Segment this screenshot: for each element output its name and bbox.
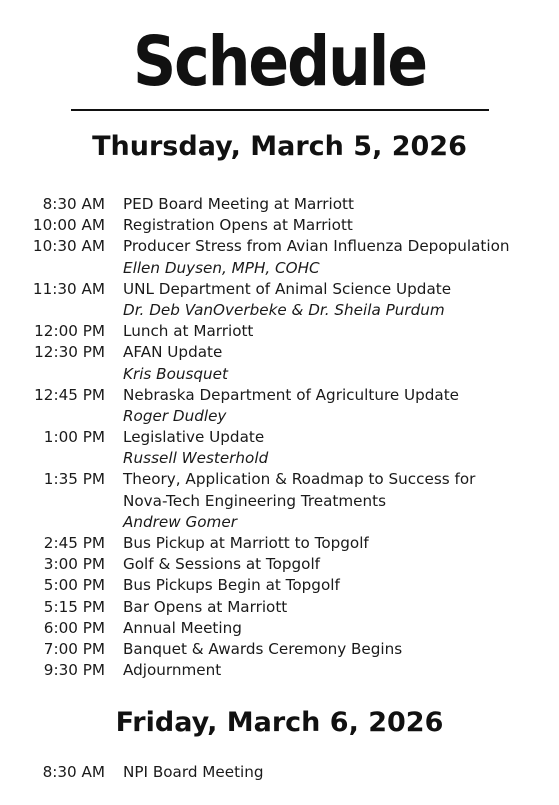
title-divider: [71, 109, 489, 111]
schedule-event: Legislative Update: [123, 428, 265, 447]
schedule-speaker: Ellen Duysen, MPH, COHC: [123, 258, 320, 277]
schedule-event: Bar Opens at Marriott: [123, 597, 288, 616]
schedule-time: 10:30 AM: [32, 237, 105, 256]
schedule-row: [0, 300, 559, 321]
schedule-event: Nebraska Department of Agriculture Update: [123, 385, 460, 404]
schedule-speaker: Russell Westerhold: [123, 449, 269, 468]
schedule-event: Adjournment: [123, 661, 222, 680]
schedule-row: [0, 554, 559, 575]
schedule-row: [0, 194, 559, 215]
schedule-event: PED Board Meeting at Marriott: [123, 195, 354, 213]
schedule-row: [0, 618, 559, 639]
schedule-row: [0, 342, 559, 363]
schedule-time: 7:00 PM: [43, 639, 105, 658]
schedule-time: 12:00 PM: [34, 322, 105, 341]
day-heading-thursday: Thursday, March 5, 2026: [92, 131, 467, 162]
schedule-time: 2:45 PM: [43, 534, 105, 552]
schedule-event: Producer Stress from Avian Influenza Depopulation: [123, 237, 510, 256]
schedule-time: [0, 406, 105, 427]
schedule-row: [0, 469, 559, 490]
schedule-time: [0, 512, 105, 533]
schedule-time: 5:00 PM: [43, 576, 105, 595]
schedule-time: 12:45 PM: [34, 385, 105, 404]
schedule-row: [0, 491, 559, 512]
schedule-row: [0, 533, 559, 554]
schedule-row: [0, 215, 559, 236]
schedule-time: 1:00 PM: [43, 428, 105, 447]
schedule-list-thursday: [0, 194, 559, 681]
schedule-time: 9:30 PM: [43, 661, 105, 680]
schedule-time: 3:00 PM: [43, 555, 105, 574]
schedule-event: Lunch at Marriott: [123, 322, 254, 341]
schedule-time: 8:30 AM: [42, 763, 105, 781]
schedule-event: AFAN Update: [123, 343, 223, 362]
schedule-time: 11:30 AM: [32, 279, 105, 298]
schedule-row: [0, 448, 559, 469]
schedule-row: [0, 427, 559, 448]
schedule-time: [0, 448, 105, 469]
schedule-row: [0, 321, 559, 342]
schedule-row: [0, 258, 559, 279]
schedule-row: [0, 279, 559, 300]
schedule-speaker: Kris Bousquet: [123, 364, 228, 383]
schedule-time: 12:30 PM: [34, 343, 105, 362]
schedule-event: Golf & Sessions at Topgolf: [123, 555, 321, 574]
schedule-time: 1:35 PM: [43, 470, 105, 489]
schedule-row: [0, 385, 559, 406]
schedule-time: 5:15 PM: [43, 597, 105, 616]
schedule-row: [0, 575, 559, 596]
schedule-row: [0, 639, 559, 660]
schedule-speaker: Andrew Gomer: [123, 512, 237, 531]
schedule-row: [0, 762, 559, 783]
schedule-list-friday: [0, 762, 559, 783]
schedule-event: Annual Meeting: [123, 618, 242, 637]
day-heading-friday: Friday, March 6, 2026: [115, 707, 444, 738]
schedule-time: [0, 258, 105, 279]
schedule-event: Theory, Application & Roadmap to Success for: [123, 470, 476, 489]
schedule-event: UNL Department of Animal Science Update: [123, 279, 452, 298]
schedule-event: NPI Board Meeting: [123, 763, 264, 781]
schedule-time: 8:30 AM: [42, 195, 105, 213]
schedule-time: [0, 300, 105, 321]
schedule-time: [0, 491, 105, 512]
schedule-row: [0, 406, 559, 427]
schedule-speaker: Roger Dudley: [123, 406, 227, 425]
schedule-event: Bus Pickups Begin at Topgolf: [123, 576, 340, 595]
schedule-row: [0, 236, 559, 257]
schedule-event: Banquet & Awards Ceremony Begins: [123, 639, 403, 658]
schedule-time: 6:00 PM: [43, 618, 105, 637]
schedule-row: [0, 364, 559, 385]
schedule-time: [0, 364, 105, 385]
page-title: Schedule: [132, 21, 427, 103]
schedule-row: [0, 597, 559, 618]
schedule-row: [0, 660, 559, 681]
schedule-speaker: Dr. Deb VanOverbeke & Dr. Sheila Purdum: [123, 300, 445, 319]
schedule-event: Registration Opens at Marriott: [123, 216, 353, 235]
schedule-time: 10:00 AM: [32, 216, 105, 235]
schedule-event: Nova-Tech Engineering Treatments: [123, 491, 387, 510]
schedule-event: Bus Pickup at Marriott to Topgolf: [123, 534, 369, 552]
schedule-row: [0, 512, 559, 533]
